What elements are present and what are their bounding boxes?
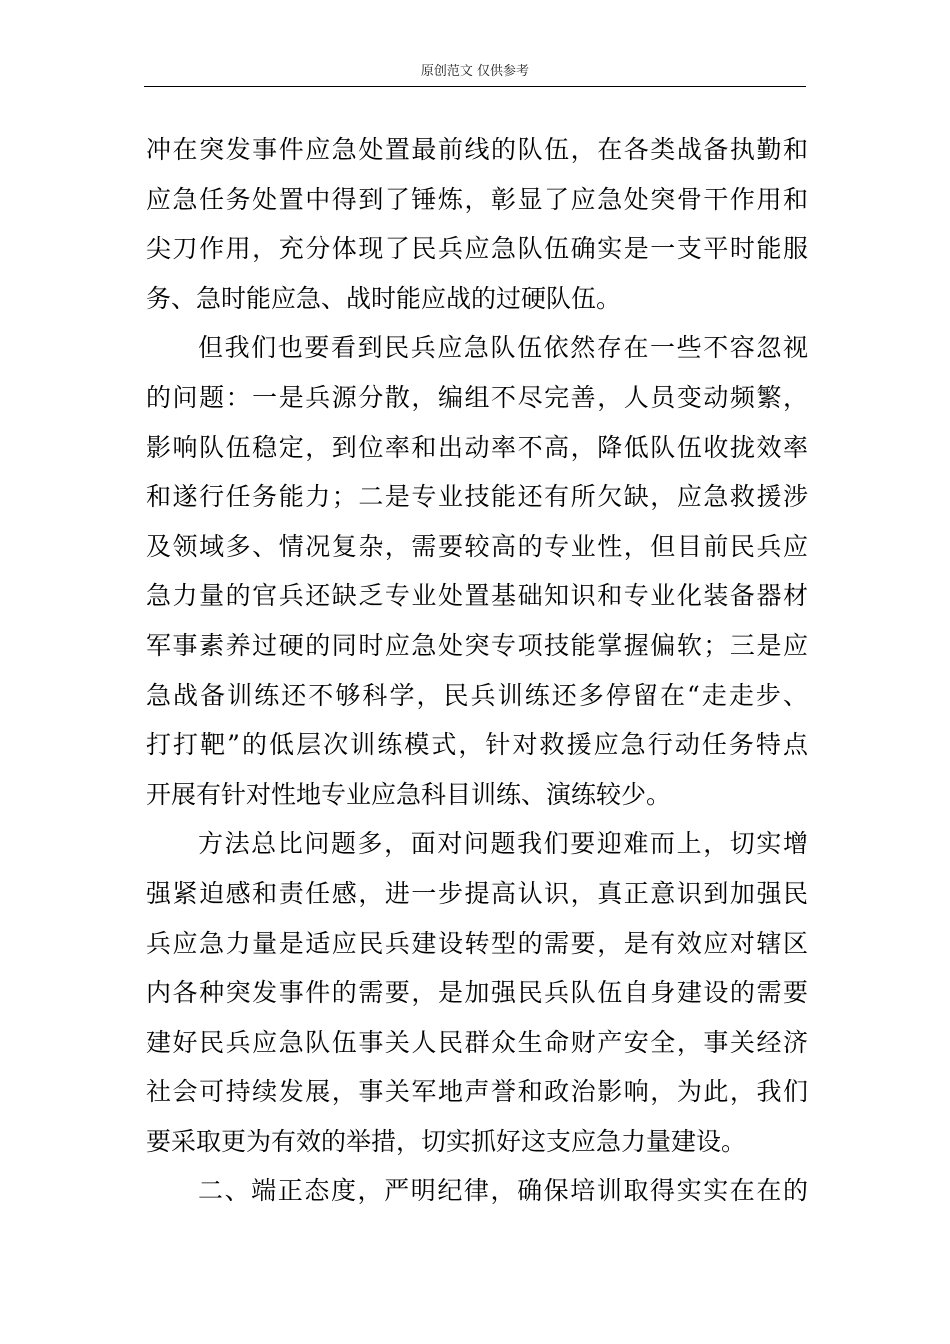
text-line: 建好民兵应急队伍事关人民群众生命财产安全，事关经济 bbox=[146, 1027, 808, 1057]
header-text: 原创范文 仅供参考 bbox=[420, 64, 530, 79]
text-line: 开展有针对性地专业应急科目训练、演练较少。 bbox=[146, 779, 672, 809]
text-line: 务、急时能应急、战时能应战的过硬队伍。 bbox=[146, 283, 622, 313]
text-line: 急力量的官兵还缺乏专业处置基础知识和专业化装备器材 bbox=[146, 581, 808, 611]
text-line: 影响队伍稳定，到位率和出动率不高，降低队伍收拢效率 bbox=[146, 432, 808, 462]
text-line: 和遂行任务能力；二是专业技能还有所欠缺，应急救援涉 bbox=[146, 482, 808, 512]
text-line: 及领域多、情况复杂，需要较高的专业性，但目前民兵应 bbox=[146, 531, 808, 561]
text-line: 的问题：一是兵源分散，编组不尽完善，人员变动频繁， bbox=[146, 382, 808, 412]
text-line: 打打靶”的低层次训练模式，针对救援应急行动任务特点 bbox=[146, 730, 808, 760]
page-header bbox=[144, 62, 806, 87]
text-line: 要采取更为有效的举措，切实抓好这支应急力量建设。 bbox=[146, 1126, 747, 1156]
text-line: 但我们也要看到民兵应急队伍依然存在一些不容忽视 bbox=[198, 333, 808, 363]
text-line: 社会可持续发展，事关军地声誉和政治影响，为此，我们 bbox=[146, 1077, 808, 1107]
text-line: 冲在突发事件应急处置最前线的队伍，在各类战备执勤和 bbox=[146, 135, 808, 164]
text-line: 二、端正态度，严明纪律，确保培训取得实实在在的 bbox=[198, 1176, 808, 1206]
text-line: 尖刀作用，充分体现了民兵应急队伍确实是一支平时能服 bbox=[146, 234, 808, 264]
text-line: 急战备训练还不够科学，民兵训练还多停留在“走走步、 bbox=[146, 680, 808, 710]
text-line: 军事素养过硬的同时应急处突专项技能掌握偏软；三是应 bbox=[146, 630, 808, 660]
text-line: 内各种突发事件的需要，是加强民兵队伍自身建设的需要 bbox=[146, 978, 808, 1008]
text-line: 应急任务处置中得到了锤炼，彰显了应急处突骨干作用和 bbox=[146, 184, 808, 214]
text-line: 方法总比问题多，面对问题我们要迎难而上，切实增 bbox=[198, 829, 808, 859]
document-body bbox=[146, 125, 808, 1216]
text-line: 强紧迫感和责任感，进一步提高认识，真正意识到加强民 bbox=[146, 878, 808, 908]
text-line: 兵应急力量是适应民兵建设转型的需要，是有效应对辖区 bbox=[146, 928, 808, 958]
